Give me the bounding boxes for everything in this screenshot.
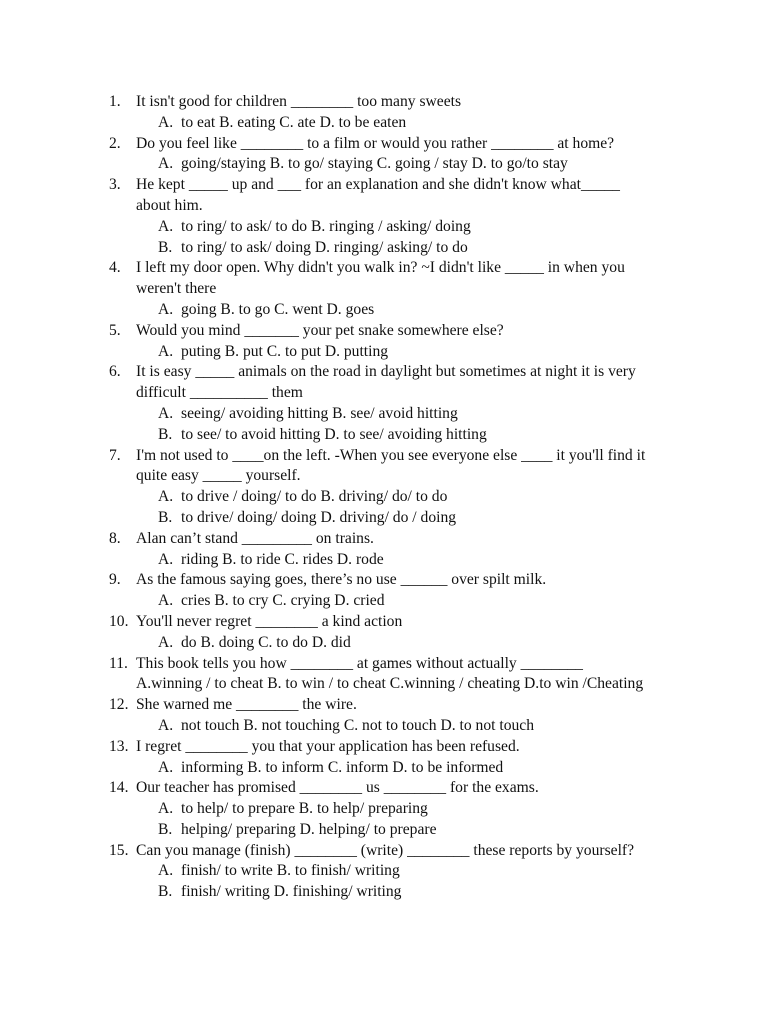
question-text: It isn't good for children ________ too many sweets xyxy=(136,93,462,110)
option-letter: A. xyxy=(158,300,174,318)
question-number: 10. xyxy=(109,612,129,630)
answer-options-line xyxy=(0,882,768,903)
option-letter: B. xyxy=(158,425,173,443)
question-text: I left my door open. Why didn't you walk in? ~I didn't like _____ in when you xyxy=(136,259,625,277)
answer-options-text: cries B. to cry C. crying D. cried xyxy=(181,592,385,610)
question-number: 8. xyxy=(109,529,121,547)
answer-options-text: going/staying B. to go/ staying C. going / stay D. to go/to stay xyxy=(181,155,568,173)
question-line xyxy=(0,654,768,675)
answer-options-line xyxy=(0,674,768,695)
answer-options-line xyxy=(0,820,768,841)
question-number: 5. xyxy=(109,321,121,339)
question-text: quite easy _____ yourself. xyxy=(136,467,301,485)
question-line xyxy=(0,175,768,196)
answer-options-text: to drive/ doing/ doing D. driving/ do / doing xyxy=(181,508,457,526)
question-number: 1. xyxy=(109,93,121,110)
question-number: 14. xyxy=(109,779,129,797)
question-line xyxy=(0,841,768,862)
answer-options-text: do B. doing C. to do D. did xyxy=(181,633,351,651)
question-continuation-line xyxy=(0,196,768,217)
question-text: I'm not used to ____on the left. -When you see everyone else ____ it you'll find it xyxy=(136,446,646,464)
option-letter: A. xyxy=(158,342,174,360)
answer-options-text: to eat B. eating C. ate D. to be eaten xyxy=(181,113,407,131)
question-number: 6. xyxy=(109,363,121,381)
question-number: 9. xyxy=(109,571,121,589)
answer-options-text: to see/ to avoid hitting D. to see/ avoiding hitting xyxy=(181,425,487,443)
question-line xyxy=(0,570,768,591)
question-number: 3. xyxy=(109,176,121,194)
option-letter: A. xyxy=(158,404,174,422)
option-letter: A. xyxy=(158,592,174,610)
question-continuation-line xyxy=(0,279,768,300)
answer-options-line xyxy=(0,404,768,425)
option-letter: A. xyxy=(158,113,174,131)
option-letter: A. xyxy=(158,217,174,235)
question-line xyxy=(0,737,768,758)
answer-options-line xyxy=(0,154,768,175)
question-number: 7. xyxy=(109,446,121,464)
question-number: 4. xyxy=(109,259,121,277)
answer-options-text: to ring/ to ask/ to do B. ringing / asking/ doing xyxy=(181,217,471,235)
question-number: 11. xyxy=(109,654,128,672)
answer-options-text: puting B. put C. to put D. putting xyxy=(181,342,389,360)
question-number: 12. xyxy=(109,696,129,714)
question-number: 13. xyxy=(109,737,129,755)
question-text: I regret ________ you that your application has been refused. xyxy=(136,737,520,755)
answer-options-text: not touch B. not touching C. not to touch D. to not touch xyxy=(181,716,535,734)
option-letter: A. xyxy=(158,633,174,651)
answer-options-text: riding B. to ride C. rides D. rode xyxy=(181,550,384,568)
answer-options-line xyxy=(0,113,768,134)
question-line xyxy=(0,134,768,155)
option-letter: A. xyxy=(158,862,174,880)
answer-options-line xyxy=(0,799,768,820)
question-line xyxy=(0,92,768,113)
answer-options-line xyxy=(0,758,768,779)
answer-options-line xyxy=(0,342,768,363)
exercise-sheet xyxy=(0,92,768,903)
question-text: Our teacher has promised ________ us ________ for the exams. xyxy=(136,779,539,797)
question-text: about him. xyxy=(136,196,203,214)
question-number: 15. xyxy=(109,841,129,859)
question-line xyxy=(0,778,768,799)
question-text: She warned me ________ the wire. xyxy=(136,696,357,714)
answer-options-text: to help/ to prepare B. to help/ preparing xyxy=(181,800,428,818)
question-text: You'll never regret ________ a kind action xyxy=(136,612,403,630)
option-letter: B. xyxy=(158,238,173,256)
question-line xyxy=(0,258,768,279)
answer-options-text: seeing/ avoiding hitting B. see/ avoid hitting xyxy=(181,404,458,422)
answer-options-line xyxy=(0,550,768,571)
answer-options-line xyxy=(0,217,768,238)
answer-options-line xyxy=(0,861,768,882)
answer-options-line xyxy=(0,238,768,259)
answer-options-text: informing B. to inform C. inform D. to be informed xyxy=(181,758,504,776)
answer-options-text: to drive / doing/ to do B. driving/ do/ to do xyxy=(181,488,448,506)
option-letter: A. xyxy=(158,488,174,506)
option-letter: A. xyxy=(158,758,174,776)
answer-options-text: A.winning / to cheat B. to win / to cheat C.winning / cheating D.to win /Cheating xyxy=(136,675,644,693)
question-line xyxy=(0,446,768,467)
answer-options-text: finish/ writing D. finishing/ writing xyxy=(181,883,402,901)
question-continuation-line xyxy=(0,383,768,404)
answer-options-text: going B. to go C. went D. goes xyxy=(181,300,375,318)
question-text: As the famous saying goes, there’s no use ______ over spilt milk. xyxy=(136,571,547,589)
question-text: Can you manage (finish) ________ (write) ________ these reports by yourself? xyxy=(136,841,635,859)
answer-options-line xyxy=(0,633,768,654)
answer-options-text: finish/ to write B. to finish/ writing xyxy=(181,862,400,880)
option-letter: A. xyxy=(158,550,174,568)
answer-options-line xyxy=(0,508,768,529)
question-text: Do you feel like ________ to a film or would you rather ________ at home? xyxy=(136,134,615,152)
question-line xyxy=(0,321,768,342)
question-text: difficult __________ them xyxy=(136,384,303,402)
question-text: Would you mind _______ your pet snake somewhere else? xyxy=(136,321,504,339)
option-letter: A. xyxy=(158,716,174,734)
option-letter: B. xyxy=(158,883,173,901)
question-line xyxy=(0,695,768,716)
question-text: He kept _____ up and ___ for an explanation and she didn't know what_____ xyxy=(136,176,620,194)
option-letter: A. xyxy=(158,800,174,818)
answer-options-line xyxy=(0,591,768,612)
option-letter: B. xyxy=(158,508,173,526)
question-text: It is easy _____ animals on the road in daylight but sometimes at night it is very xyxy=(136,363,636,381)
question-number: 2. xyxy=(109,134,121,152)
answer-options-text: to ring/ to ask/ doing D. ringing/ asking/ to do xyxy=(181,238,468,256)
question-line xyxy=(0,529,768,550)
answer-options-line xyxy=(0,425,768,446)
answer-options-line xyxy=(0,487,768,508)
question-continuation-line xyxy=(0,466,768,487)
answer-options-text: helping/ preparing D. helping/ to prepare xyxy=(181,820,437,838)
answer-options-line xyxy=(0,300,768,321)
option-letter: B. xyxy=(158,820,173,838)
question-text: This book tells you how ________ at games without actually ________ xyxy=(136,654,583,672)
option-letter: A. xyxy=(158,155,174,173)
answer-options-line xyxy=(0,716,768,737)
question-text: Alan can’t stand _________ on trains. xyxy=(136,529,374,547)
question-text: weren't there xyxy=(136,280,217,298)
question-line xyxy=(0,612,768,633)
question-line xyxy=(0,362,768,383)
